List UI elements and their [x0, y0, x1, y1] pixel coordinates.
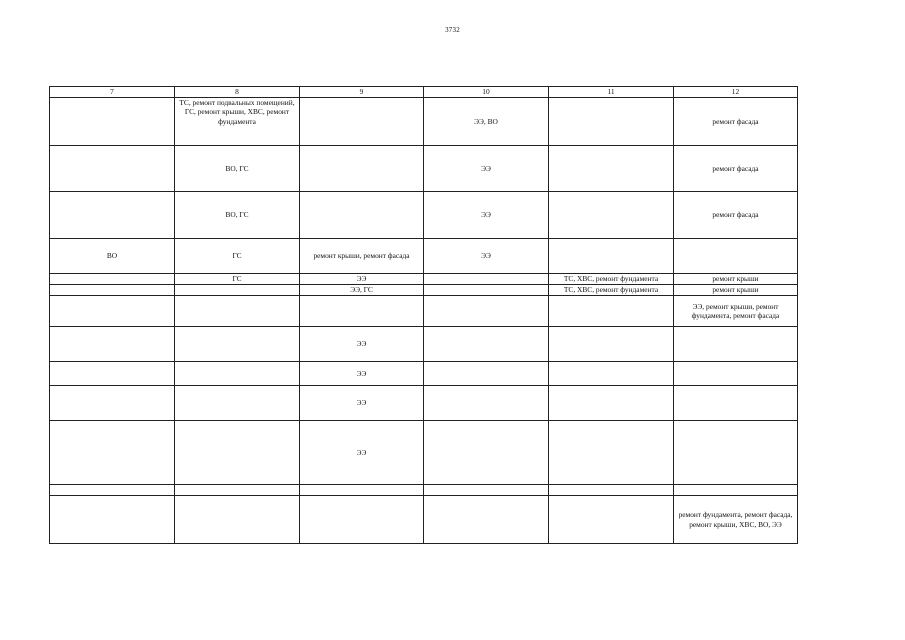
table-cell: ремонт крыши — [674, 274, 798, 285]
table-cell — [424, 285, 549, 296]
table-cell — [175, 362, 300, 386]
table-cell: ЭЭ, ВО — [424, 98, 549, 146]
table-row — [50, 146, 798, 192]
column-header: 7 — [50, 87, 175, 98]
table-cell — [300, 146, 424, 192]
table-row — [50, 239, 798, 274]
table-cell — [175, 285, 300, 296]
table-cell: ремонт фасада — [674, 146, 798, 192]
table-cell: ЭЭ, ГС — [300, 285, 424, 296]
table-cell — [549, 327, 674, 362]
table-cell: ЭЭ — [300, 421, 424, 485]
table-cell: ВО — [50, 239, 175, 274]
table-row — [50, 362, 798, 386]
table-cell — [50, 485, 175, 496]
table-cell — [549, 362, 674, 386]
table-cell: ремонт фундамента, ремонт фасада, ремонт крыши, ХВС, ВО, ЭЭ — [674, 496, 798, 544]
table-cell: ЭЭ — [424, 146, 549, 192]
table-cell: ЭЭ — [300, 327, 424, 362]
table-row — [50, 296, 798, 327]
table-cell — [50, 386, 175, 421]
table-cell: ЭЭ — [300, 274, 424, 285]
table-cell: ЭЭ — [424, 239, 549, 274]
table-row — [50, 285, 798, 296]
table-cell — [50, 192, 175, 239]
column-header: 11 — [549, 87, 674, 98]
table-cell — [674, 362, 798, 386]
column-header: 12 — [674, 87, 798, 98]
table-cell: ЭЭ — [424, 192, 549, 239]
table-cell — [300, 192, 424, 239]
table-cell: ЭЭ — [300, 362, 424, 386]
table-cell — [175, 496, 300, 544]
table-cell — [424, 421, 549, 485]
table-cell — [674, 421, 798, 485]
table-cell — [424, 296, 549, 327]
table-cell — [300, 296, 424, 327]
table-cell — [300, 98, 424, 146]
table-cell — [674, 386, 798, 421]
column-header: 10 — [424, 87, 549, 98]
table-cell — [674, 485, 798, 496]
table-row — [50, 386, 798, 421]
table-cell: ГС — [175, 274, 300, 285]
table-row — [50, 496, 798, 544]
table-cell: ЭЭ, ремонт крыши, ремонт фундамента, ремонт фасада — [674, 296, 798, 327]
table-cell — [50, 146, 175, 192]
column-header: 9 — [300, 87, 424, 98]
column-header: 8 — [175, 87, 300, 98]
data-table — [49, 86, 798, 544]
table-cell: ВО, ГС — [175, 192, 300, 239]
table-cell — [549, 239, 674, 274]
table-cell — [50, 285, 175, 296]
table-cell — [674, 239, 798, 274]
table-cell — [549, 192, 674, 239]
table-cell — [175, 296, 300, 327]
table-cell: ГС — [175, 239, 300, 274]
table-cell — [424, 327, 549, 362]
table-cell — [424, 362, 549, 386]
table-cell — [300, 496, 424, 544]
table-cell: ремонт крыши — [674, 285, 798, 296]
table-row — [50, 98, 798, 146]
table-cell — [549, 485, 674, 496]
table-cell — [674, 327, 798, 362]
table-cell: ремонт крыши, ремонт фасада — [300, 239, 424, 274]
table-cell: ЭЭ — [300, 386, 424, 421]
table-cell — [50, 98, 175, 146]
table-cell — [549, 386, 674, 421]
table-cell — [175, 421, 300, 485]
table-row — [50, 327, 798, 362]
table-cell: ремонт фасада — [674, 98, 798, 146]
table-row — [50, 421, 798, 485]
table-cell — [549, 98, 674, 146]
table-cell — [549, 146, 674, 192]
table-cell — [50, 296, 175, 327]
table-cell — [175, 485, 300, 496]
table-cell — [424, 274, 549, 285]
table-row — [50, 192, 798, 239]
table-cell — [50, 327, 175, 362]
table-cell — [50, 274, 175, 285]
table-cell: ТС, ХВС, ремонт фундамента — [549, 274, 674, 285]
table-header-row — [50, 87, 798, 98]
table-cell — [50, 362, 175, 386]
table-cell: ТС, ХВС, ремонт фундамента — [549, 285, 674, 296]
page-number: 3732 — [445, 26, 460, 34]
table-cell — [175, 327, 300, 362]
table-cell: ВО, ГС — [175, 146, 300, 192]
table-cell — [175, 386, 300, 421]
table-cell — [549, 296, 674, 327]
table-cell: ТС, ремонт подвальных помещений, ГС, ремонт крыши, ХВС, ремонт фундамента — [175, 98, 300, 146]
table-cell — [50, 496, 175, 544]
table-row — [50, 485, 798, 496]
table-cell — [549, 496, 674, 544]
table-cell — [50, 421, 175, 485]
table-cell — [424, 386, 549, 421]
table-row — [50, 274, 798, 285]
table-cell — [549, 421, 674, 485]
table-cell — [424, 485, 549, 496]
table-cell: ремонт фасада — [674, 192, 798, 239]
table-cell — [424, 496, 549, 544]
table-cell — [300, 485, 424, 496]
